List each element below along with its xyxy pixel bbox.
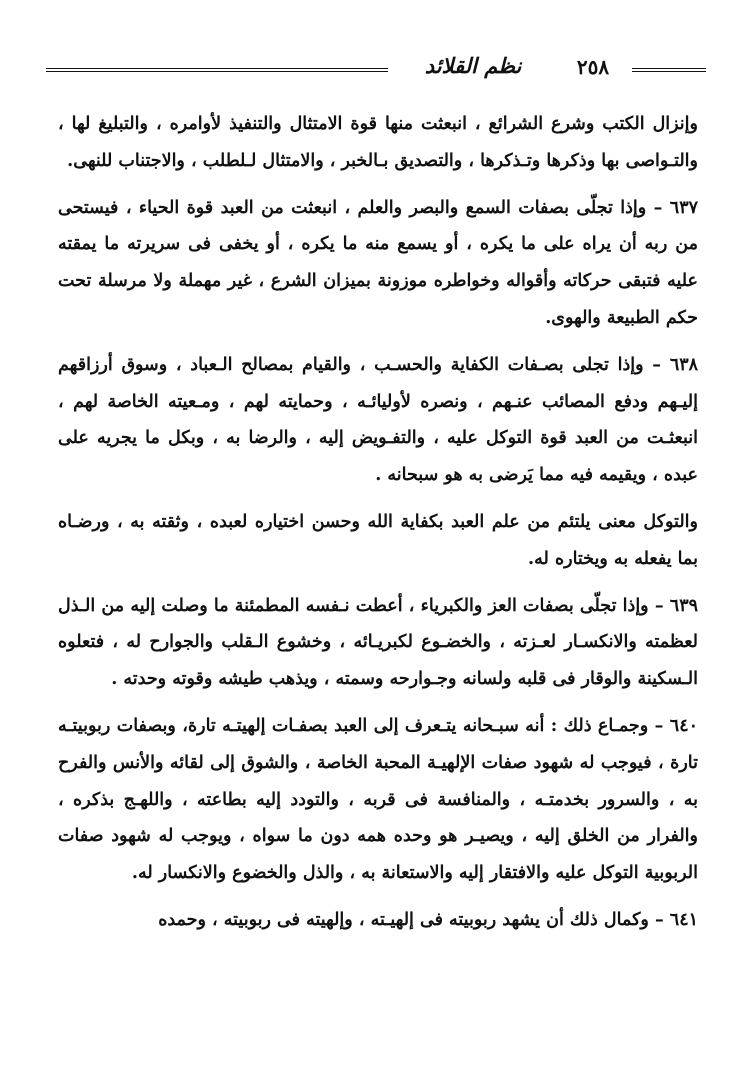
page-number: ٢٥٨	[576, 55, 610, 79]
paragraph-text: – وجمـاع ذلك : أنه سبـحانه يتـعرف إلى العبد بصفـات إلهيتـه تارة، وبصفات ربوبيتـه تارة ، فيوجب له شهود صفات الإلهيـة المحبة الخاصة ، والشوق إلى لقائه والأنس والفرح به ، والسرور بخدمتـه ، والمنافسة فى قربه ، والتودد إليه بطاعته ، واللهـج بذكره ، والفرار من الخلق إليه ، ويصيـر هو وحده همه دون ما سواه ، ويوجب له شهود صفات الربوبية التوكل عليه والافتقار إليه والاستعانة به ، والذل والخضوع والانكسار له.	[58, 715, 698, 884]
page-header	[46, 52, 706, 88]
paragraph	[58, 347, 698, 494]
paragraph	[58, 902, 698, 939]
paragraph-text: والتوكل معنى يلتئم من علم العبد بكفاية الله وحسن اختياره لعبده ، وثقته به ، ورضـاه بما يفعله به ويختاره له.	[58, 511, 698, 569]
book-title: نظم القلائد	[424, 53, 522, 78]
paragraph	[58, 106, 698, 180]
paragraph-number: ٦٤٠	[669, 715, 698, 736]
paragraph-number: ٦٤١	[669, 909, 698, 930]
header-rule-left	[46, 68, 388, 72]
paragraph	[58, 708, 698, 892]
paragraph-number: ٦٣٨	[669, 354, 699, 375]
paragraph	[58, 588, 698, 698]
paragraph-text: وإنزال الكتب وشرع الشرائع ، انبعثت منها قوة الامتثال والتنفيذ لأوامره ، والتبليغ لها ، والتـواصى بها وذكرها وتـذكرها ، والتصديق بـالخبر ، والامتثال لـلطلب ، والاجتناب للنهى.	[58, 114, 698, 171]
header-rule-right	[632, 68, 706, 72]
paragraph-text: – وإذا تجلّى بصفات العز والكبرياء ، أعطت نـفسه المطمئنة ما وصلت إليه من الـذل لعظمته والانكسـار لعـزته ، والخضـوع لكبريـائه ، وخشوع الـقلب والجوارح له ، فتعلوه الـسكينة والوقار فى قلبه ولسانه وجـوارحه وسمته ، ويذهب طيشه وقوته وحدته .	[58, 595, 698, 690]
paragraph-number: ٦٣٧	[669, 197, 698, 218]
paragraph-text: – وإذا تجلى بصـفات الكفاية والحسـب ، والقيام بمصالح الـعباد ، وسوق أرزاقهم إليـهم ودفع المصائب عنـهم ، ونصره لأوليائـه ، وحمايته لهم ، ومـعيته الخاصة لهم ، انبعثـت من العبد قوة التوكل عليه ، والتفـويض إليه ، والرضا به ، وبكل ما يجريه على عبده ، ويقيمه فيه مما يَرضى به هو سبحانه .	[58, 354, 698, 486]
paragraph	[58, 504, 698, 578]
paragraph-text: – وكمال ذلك أن يشهد ربوبيته فى إلهيـته ، وإلهيته فى ربوبيته ، وحمده	[158, 909, 664, 930]
page-body	[58, 106, 698, 949]
paragraph-number: ٦٣٩	[669, 595, 698, 616]
paragraph	[58, 190, 698, 337]
paragraph-text: – وإذا تجلّى بصفات السمع والبصر والعلم ، انبعثت من العبد قوة الحياء ، فيستحى من ربه أن يراه على ما يكره ، أو يسمع منه ما يكره ، أو يخفى فى سريرته ما يمقته عليه فتبقى حركاته وأقواله وخواطره موزونة بميزان الشرع ، غير مهملة ولا مرسلة تحت حكم الطبيعة والهوى.	[58, 197, 698, 328]
